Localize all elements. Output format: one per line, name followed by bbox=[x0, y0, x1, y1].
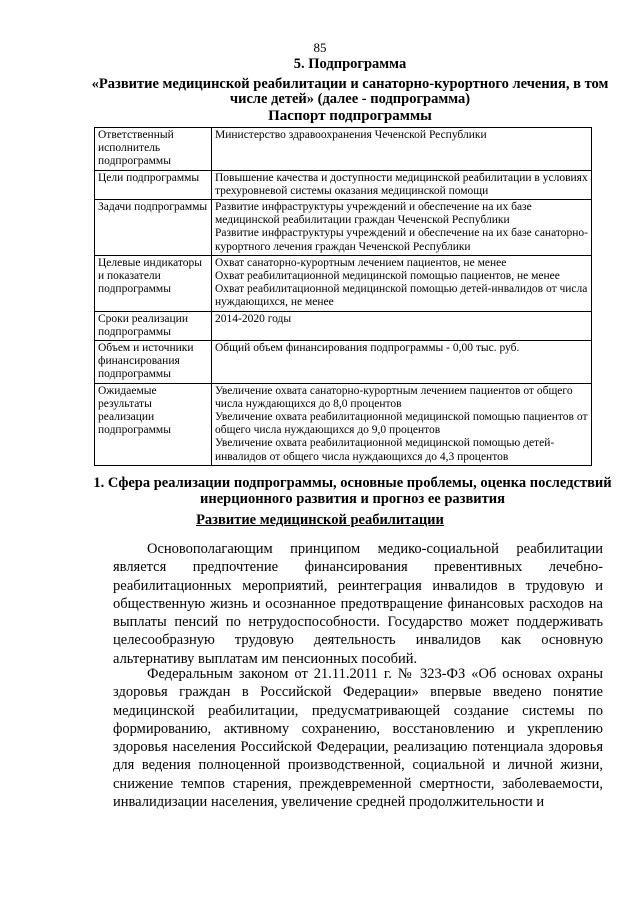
passport-value-item: Общий объем финансирования подпрограммы - 0,00 тыс. руб. bbox=[215, 342, 520, 355]
passport-row-label: Ответственный исполнитель подпрограммы bbox=[95, 128, 212, 171]
paragraph: Основополагающим принципом медико-социальной реабилитации является предпочтение финансирования превентивных лечебно-реабилитационных мероприятий, реинтеграция инвалидов в трудовую и общественную жизнь и осознанное предотвращение финансовых расходов на выплаты пенсий по нетрудоспособности. Государство может поддерживать целесообразную трудовую деятельность инвалидов как основную альтернативу выплатам им пенсионных пособий. bbox=[113, 541, 603, 667]
passport-row-value bbox=[212, 128, 592, 171]
passport-row bbox=[95, 200, 592, 256]
passport-row-value bbox=[212, 383, 592, 465]
section-number-title: 5. Подпрограмма bbox=[293, 56, 407, 72]
passport-row bbox=[95, 311, 592, 340]
body-paragraph-2 bbox=[113, 665, 603, 811]
program-name: «Развитие медицинской реабилитации и санаторно-курортного лечения, в том числе детей» (далее - подпрограмма) bbox=[91, 76, 609, 107]
passport-row-label: Сроки реализации подпрограммы bbox=[95, 311, 212, 340]
passport-row bbox=[95, 255, 592, 311]
passport-row-value bbox=[212, 200, 592, 256]
passport-value-item: Увеличение охвата реабилитационной медицинской помощью детей-инвалидов от общего числа нуждающихся до 4,3 процентов bbox=[215, 437, 555, 463]
passport-value-item: Повышение качества и доступности медицинской реабилитации в условиях трехуровневой системы оказания медицинской помощи bbox=[215, 171, 588, 197]
passport-value-item: Увеличение охвата реабилитационной медицинской помощью пациентов от общего числа нуждающихся до 9,0 процентов bbox=[215, 411, 588, 437]
passport-row-value bbox=[212, 311, 592, 340]
passport-row-label: Объем и источники финансирования подпрограммы bbox=[95, 341, 212, 384]
passport-value-item: Охват санаторно-курортным лечением пациентов, не менее bbox=[215, 256, 507, 269]
passport-value-item: Развитие инфраструктуры учреждений и обеспечение на их базе санаторно-курортного лечения граждан Чеченской Республики bbox=[215, 227, 588, 253]
passport-value-item: 2014-2020 годы bbox=[215, 312, 292, 325]
passport-value-item: Охват реабилитационной медицинской помощью детей-инвалидов от числа нуждающихся, не менее bbox=[215, 283, 588, 309]
section-subtitle bbox=[0, 512, 640, 529]
passport-value-item: Увеличение охвата санаторно-курортным лечением пациентов от общего числа нуждающихся до 8,0 процентов bbox=[215, 384, 573, 410]
passport-row bbox=[95, 128, 592, 171]
body-paragraph-1 bbox=[113, 540, 603, 668]
passport-row bbox=[95, 341, 592, 384]
section-title: 1. Сфера реализации подпрограммы, основные проблемы, оценка последствий инерционного развития и прогноз ее развития bbox=[93, 475, 612, 507]
passport-value-item: Министерство здравоохранения Чеченской Республики bbox=[215, 129, 487, 141]
passport-row-label: Целевые индикаторы и показатели подпрограммы bbox=[95, 255, 212, 311]
passport-row bbox=[95, 170, 592, 199]
passport-title: Паспорт подпрограммы bbox=[268, 108, 432, 124]
passport-value-item: Охват реабилитационной медицинской помощью пациентов, не менее bbox=[215, 270, 560, 283]
passport-row-value bbox=[212, 255, 592, 311]
passport-row bbox=[95, 383, 592, 465]
page-number: 85 bbox=[313, 40, 327, 55]
passport-row-value bbox=[212, 341, 592, 384]
passport-row-label: Ожидаемые результаты реализации подпрограммы bbox=[95, 383, 212, 465]
paragraph: Федеральным законом от 21.11.2011 г. № 323-ФЗ «Об основах охраны здоровья граждан в Российской Федерации» впервые введено понятие медицинской реабилитации, предусматривающей создание системы по формированию, активному сохранению, восстановлению и укреплению здоровья населения Российской Федерации, реализацию потенциала здоровья для ведения полноценной производственной, социальной и личной жизни, снижение темпов старения, преждевременной смертности, заболеваемости, инвалидизации населения, увеличение средней продолжительности и bbox=[113, 666, 603, 811]
passport-row-label: Цели подпрограммы bbox=[95, 170, 212, 199]
passport-row-label: Задачи подпрограммы bbox=[95, 200, 212, 256]
passport-table bbox=[94, 127, 592, 466]
passport-row-value bbox=[212, 170, 592, 199]
passport-value-item: Развитие инфраструктуры учреждений и обеспечение на их базе медицинской реабилитации граждан Чеченской Республики bbox=[215, 201, 532, 227]
section-subtitle-text: Развитие медицинской реабилитации bbox=[196, 512, 444, 528]
